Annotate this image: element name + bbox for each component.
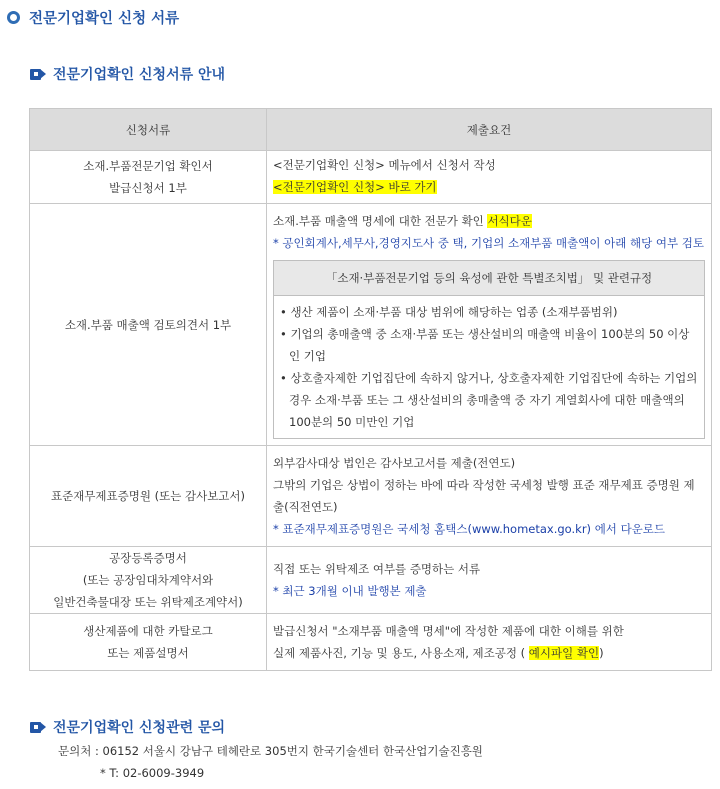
table-header-row bbox=[30, 109, 712, 151]
requirement-text: 외부감사대상 법인은 감사보고서를 제출(전연도) bbox=[273, 456, 516, 470]
requirement-text: 실제 제품사진, 기능 및 용도, 사용소재, 제조공정 ( bbox=[273, 646, 529, 660]
section-title: 전문기업확인 신청서류 안내 bbox=[53, 67, 226, 83]
requirement-text: 그밖의 기업은 상법이 정하는 바에 따라 작성한 국세청 발행 표준 재무제표 증명원 제출(직전연도) bbox=[273, 478, 695, 514]
contact-address: 문의처 : 06152 서울시 강남구 테헤란로 305번지 한국기술센터 한국산업기술진흥원 bbox=[58, 744, 483, 758]
circle-bullet-icon bbox=[7, 11, 20, 24]
doc-cell bbox=[30, 547, 267, 614]
list-item: • 상호출자제한 기업집단에 속하지 않거나, 상호출자제한 기업집단에 속하는 기업의 경우 소재·부품 또는 그 생산설비의 총매출액 중 자기 계열회사에 대한 매출액의 100분의 50 미만인 기업 bbox=[280, 371, 698, 429]
doc-name: 생산제품에 대한 카탈로그 bbox=[83, 624, 213, 638]
table-row bbox=[30, 446, 712, 547]
list-item: • 생산 제품이 소재·부품 대상 범위에 해당하는 업종 (소재부품범위) bbox=[280, 305, 618, 319]
doc-name: (또는 공장임대차계약서와 bbox=[82, 573, 214, 587]
table-row bbox=[30, 614, 712, 671]
arrow-tag-icon bbox=[30, 722, 46, 733]
table-row bbox=[30, 547, 712, 614]
requirement-cell bbox=[267, 151, 712, 204]
column-header-documents: 신청서류 bbox=[30, 109, 267, 151]
arrow-tag-icon bbox=[30, 69, 46, 80]
doc-cell bbox=[30, 151, 267, 204]
table-row bbox=[30, 151, 712, 204]
hometax-download-note: * 표준재무제표증명원은 국세청 홈택스(www.hometax.go.kr) 에서 다운로드 bbox=[273, 522, 666, 536]
page-header bbox=[7, 4, 179, 30]
doc-name: 일반건축물대장 또는 위탁제조계약서) bbox=[53, 595, 243, 609]
doc-cell bbox=[30, 446, 267, 547]
requirement-cell bbox=[267, 446, 712, 547]
sample-file-link[interactable]: 예시파일 확인 bbox=[528, 646, 600, 660]
doc-name: 소재.부품 매출액 검토의견서 1부 bbox=[64, 317, 232, 332]
requirement-cell bbox=[267, 547, 712, 614]
doc-cell bbox=[30, 204, 267, 446]
requirement-text: 발급신청서 "소재부품 매출액 명세"에 작성한 제품에 대한 이해를 위한 bbox=[273, 624, 624, 638]
doc-cell bbox=[30, 614, 267, 671]
requirements-table bbox=[29, 108, 712, 671]
form-download-link[interactable]: 서식다운 bbox=[487, 214, 532, 228]
regulation-title: 「소재·부품전문기업 등의 육성에 관한 특별조치법」 및 관련규정 bbox=[274, 261, 704, 296]
doc-name: 공장등록증명서 bbox=[109, 551, 187, 565]
requirement-text: 소재.부품 매출액 명세에 대한 전문가 확인 bbox=[273, 214, 488, 228]
requirement-text: ) bbox=[599, 646, 604, 660]
table-row bbox=[30, 204, 712, 446]
doc-name: 발급신청서 1부 bbox=[109, 181, 187, 195]
doc-name: 표준재무제표증명원 (또는 감사보고서) bbox=[50, 489, 246, 503]
list-item: • 기업의 총매출액 중 소재·부품 또는 생산설비의 매출액 비율이 100분의 50 이상인 기업 bbox=[280, 327, 690, 363]
doc-name: 또는 제품설명서 bbox=[107, 646, 189, 660]
regulation-list bbox=[274, 296, 704, 438]
requirement-cell bbox=[267, 204, 712, 446]
page-title: 전문기업확인 신청 서류 bbox=[29, 10, 180, 27]
section-header-inquiry bbox=[30, 717, 225, 737]
section-header-guide bbox=[30, 64, 225, 84]
requirement-text: 직접 또는 위탁제조 여부를 증명하는 서류 bbox=[273, 562, 481, 576]
requirement-note: * 공인회계사,세무사,경영지도사 중 택, 기업의 소재부품 매출액이 아래 해당 여부 검토 bbox=[273, 236, 704, 250]
doc-name: 소재.부품전문기업 확인서 bbox=[83, 159, 213, 173]
requirement-text: <전문기업확인 신청> 메뉴에서 신청서 작성 bbox=[273, 158, 496, 172]
regulation-box bbox=[273, 260, 705, 439]
contact-phone: * T: 02-6009-3949 bbox=[100, 766, 205, 780]
section-title: 전문기업확인 신청관련 문의 bbox=[53, 720, 226, 736]
column-header-requirements: 제출요건 bbox=[267, 109, 712, 151]
requirement-note: * 최근 3개월 이내 발행본 제출 bbox=[273, 584, 427, 598]
apply-shortcut-link[interactable]: <전문기업확인 신청> 바로 가기 bbox=[273, 180, 437, 194]
requirement-cell bbox=[267, 614, 712, 671]
